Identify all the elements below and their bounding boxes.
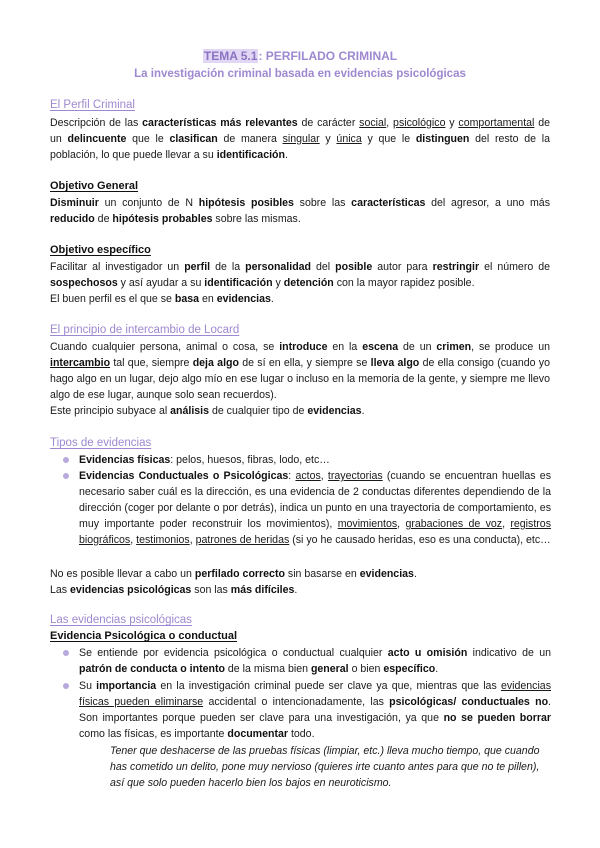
bullet-icon bbox=[63, 457, 69, 463]
section-heading-locard: El principio de intercambio de Locard bbox=[50, 324, 240, 336]
bullet-icon bbox=[63, 473, 69, 479]
bullet-icon bbox=[63, 683, 69, 689]
paragraph-perfilado-correcto: No es posible llevar a cabo un perfilado correcto sin basarse en evidencias. bbox=[50, 568, 417, 580]
section-heading-psicologicas: Las evidencias psicológicas bbox=[50, 614, 192, 626]
document-subtitle: La investigación criminal basada en evidencias psicológicas bbox=[134, 68, 466, 80]
paragraph-buen-perfil: El buen perfil es el que se basa en evidencias. bbox=[50, 293, 274, 305]
paragraph-locard-analisis: Este principio subyace al análisis de cualquier tipo de evidencias. bbox=[50, 405, 365, 417]
paragraph-mas-dificiles: Las evidencias psicológicas son las más difíciles. bbox=[50, 584, 298, 596]
list-item-evidencias-conductuales: Evidencias Conductuales o Psicológicas: actos, trayectorias (cuando se encuentran huellas es necesario saber cuál es la dirección, es una evidencia de 2 conductas diferentes dependiendo de la dirección (coger por delante o por detrás), indica un punto en una trayectoria de comportamiento, es muy importante poder reconstruir los movimientos), movimientos, grabaciones de voz, registros biográficos, testimonios, patrones de heridas (si yo he causado heridas, eso es una conducta), etc… bbox=[79, 468, 551, 548]
subheading-evidencia-psicologica: Evidencia Psicológica o conductual bbox=[50, 630, 238, 642]
bullet-icon bbox=[63, 650, 69, 656]
paragraph-locard: Cuando cualquier persona, animal o cosa, se introduce en la escena de un crimen, se produce un intercambio tal que, siempre deja algo de sí en ella, y siempre se lleva algo de ella consigo (cuando yo hago algo en un lugar, dejo algo mío en ese lugar o incluso en la memoria de la gente, y siempre me llevo algo de ese lugar, aunque solo sean recuerdos). bbox=[50, 341, 551, 401]
subheading-objetivo-general: Objetivo General bbox=[50, 180, 139, 192]
list-item-importancia: Su importancia en la investigación criminal puede ser clave ya que, mientras que las evidencias físicas pueden eliminarse accidental o intencionadamente, las psicológicas/ conductuales no. Son importantes porque pueden ser clave para una investigación, ya que no se pueden borrar como las físicas, es importante documentar todo. bbox=[79, 678, 551, 742]
subheading-objetivo-especifico: Objetivo específico bbox=[50, 244, 151, 256]
section-heading-tipos: Tipos de evidencias bbox=[50, 437, 152, 449]
list-item-evidencias-fisicas: Evidencias físicas: pelos, huesos, fibras, lodo, etc… bbox=[79, 452, 551, 468]
paragraph-objetivo-especifico: Facilitar al investigador un perfil de la personalidad del posible autor para restringir el número de sospechosos y así ayudar a su identificación y detención con la mayor rapidez posible. bbox=[50, 261, 551, 289]
list-item-definicion: Se entiende por evidencia psicológica o conductual cualquier acto u omisión indicativo de un patrón de conducta o intento de la misma bien general o bien específico. bbox=[79, 645, 551, 677]
paragraph-perfil: Descripción de las características más relevantes de carácter social, psicológico y comportamental de un delincuente que le clasifican de manera singular y única y que le distinguen del resto de la población, lo que puede llevar a su identificación. bbox=[50, 117, 551, 161]
section-heading-perfil: El Perfil Criminal bbox=[50, 99, 135, 111]
paragraph-objetivo-general: Disminuir un conjunto de N hipótesis posibles sobre las características del agresor, a uno más reducido de hipótesis probables sobre las mismas. bbox=[50, 197, 550, 225]
tema-label: TEMA 5.1 bbox=[203, 49, 258, 63]
document-title: TEMA 5.1: PERFILADO CRIMINAL bbox=[203, 49, 398, 63]
quote-neuroticismo: Tener que deshacerse de las pruebas físicas (limpiar, etc.) lleva mucho tiempo, que cuando has cometido un delito, pone muy nervioso (quieres irte cuanto antes para que no te pillen), así que solo pueden hacerlo bien los bajos en neuroticismo. bbox=[110, 745, 540, 789]
